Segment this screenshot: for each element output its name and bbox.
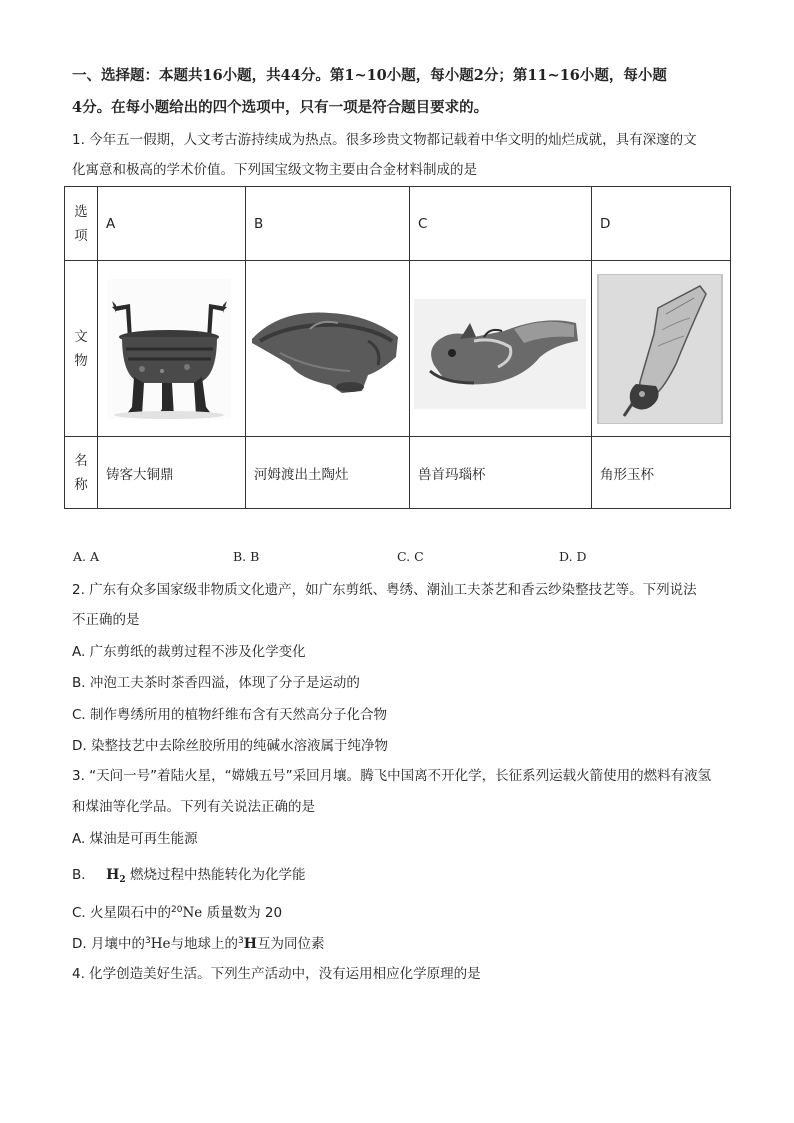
q3-option-b[interactable]: B. $H_2$ 燃烧过程中热能转化为化学能 (72, 867, 306, 885)
q3-stem-line-2: 和煤油等化学品。下列有关说法正确的是 (72, 799, 315, 815)
table-row-options (65, 187, 731, 261)
bronze-ding-image (102, 279, 237, 419)
q2-option-a[interactable]: A. 广东剪纸的裁剪过程不涉及化学变化 (72, 644, 306, 660)
col-header-b: B (246, 187, 410, 261)
q1-option-d[interactable]: D. D (559, 549, 587, 564)
q4-stem-line-1: 4. 化学创造美好生活。下列生产活动中，没有运用相应化学原理的是 (72, 966, 481, 982)
row-header-name: 名称 (65, 437, 98, 509)
q3-option-c[interactable]: C. 火星陨石中的$^{20}$Ne 质量数为 20 (72, 905, 283, 921)
q1-option-c[interactable]: C. C (397, 549, 424, 564)
col-header-c: C (410, 187, 592, 261)
row-header-options: 选项 (65, 187, 98, 261)
col-header-a: A (98, 187, 246, 261)
artifact-name-b: 河姆渡出土陶灶 (246, 437, 410, 509)
table-row-names (65, 437, 731, 509)
formula-h2: $H_2$ (106, 867, 126, 885)
q2-stem-line-1: 2. 广东有众多国家级非物质文化遗产，如广东剪纸、粤绣、潮汕工夫茶艺和香云纱染整技艺等。下列说法 (72, 582, 697, 598)
col-header-d: D (592, 187, 731, 261)
artifact-name-d: 角形玉杯 (592, 437, 731, 509)
artifact-name-c: 兽首玛瑙杯 (410, 437, 592, 509)
heading-line-2: 4分。在每小题给出的四个选项中，只有一项是符合题目要求的。 (72, 99, 489, 116)
artifact-name-a: 铸客大铜鼎 (98, 437, 246, 509)
table-row-artifacts (65, 261, 731, 437)
q2-option-b[interactable]: B. 冲泡工夫茶时茶香四溢，体现了分子是运动的 (72, 675, 360, 691)
q2-option-c[interactable]: C. 制作粤绣所用的植物纤维布含有天然高分子化合物 (72, 707, 388, 723)
q2-stem-line-2: 不正确的是 (72, 612, 140, 628)
horn-jade-cup-image (596, 274, 724, 424)
q1-option-b[interactable]: B. B (233, 549, 260, 564)
q3-option-a[interactable]: A. 煤油是可再生能源 (72, 831, 198, 847)
pottery-stove-image (250, 279, 402, 419)
artifact-table (64, 186, 731, 509)
q2-option-d[interactable]: D. 染整技艺中去除丝胶所用的纯碱水溶液属于纯净物 (72, 738, 388, 754)
artifact-cell-a (98, 261, 246, 437)
q3-stem-line-1: 3. “天问一号”着陆火星，“嫦娥五号”采回月壤。腾飞中国离不开化学，长征系列运载火箭使用的燃料有液氢 (72, 768, 712, 784)
agate-rhyton-image (414, 279, 586, 419)
row-header-artifact: 文物 (65, 261, 98, 437)
q1-stem-line-1: 1. 今年五一假期，人文考古游持续成为热点。很多珍贵文物都记载着中华文明的灿烂成就，具有深邃的文 (72, 132, 697, 148)
artifact-cell-b (246, 261, 410, 437)
artifact-cell-d (592, 261, 731, 437)
q1-option-a[interactable]: A. A (73, 549, 100, 564)
q1-stem-line-2: 化寓意和极高的学术价值。下列国宝级文物主要由合金材料制成的是 (72, 162, 477, 178)
q3-option-d[interactable]: D. 月壤中的$^3$He与地球上的$^3$H互为同位素 (72, 936, 325, 952)
artifact-cell-c (410, 261, 592, 437)
heading-line-1: 一、选择题：本题共16小题，共44分。第1~10小题，每小题2分；第11~16小题，每小题 (72, 67, 667, 84)
